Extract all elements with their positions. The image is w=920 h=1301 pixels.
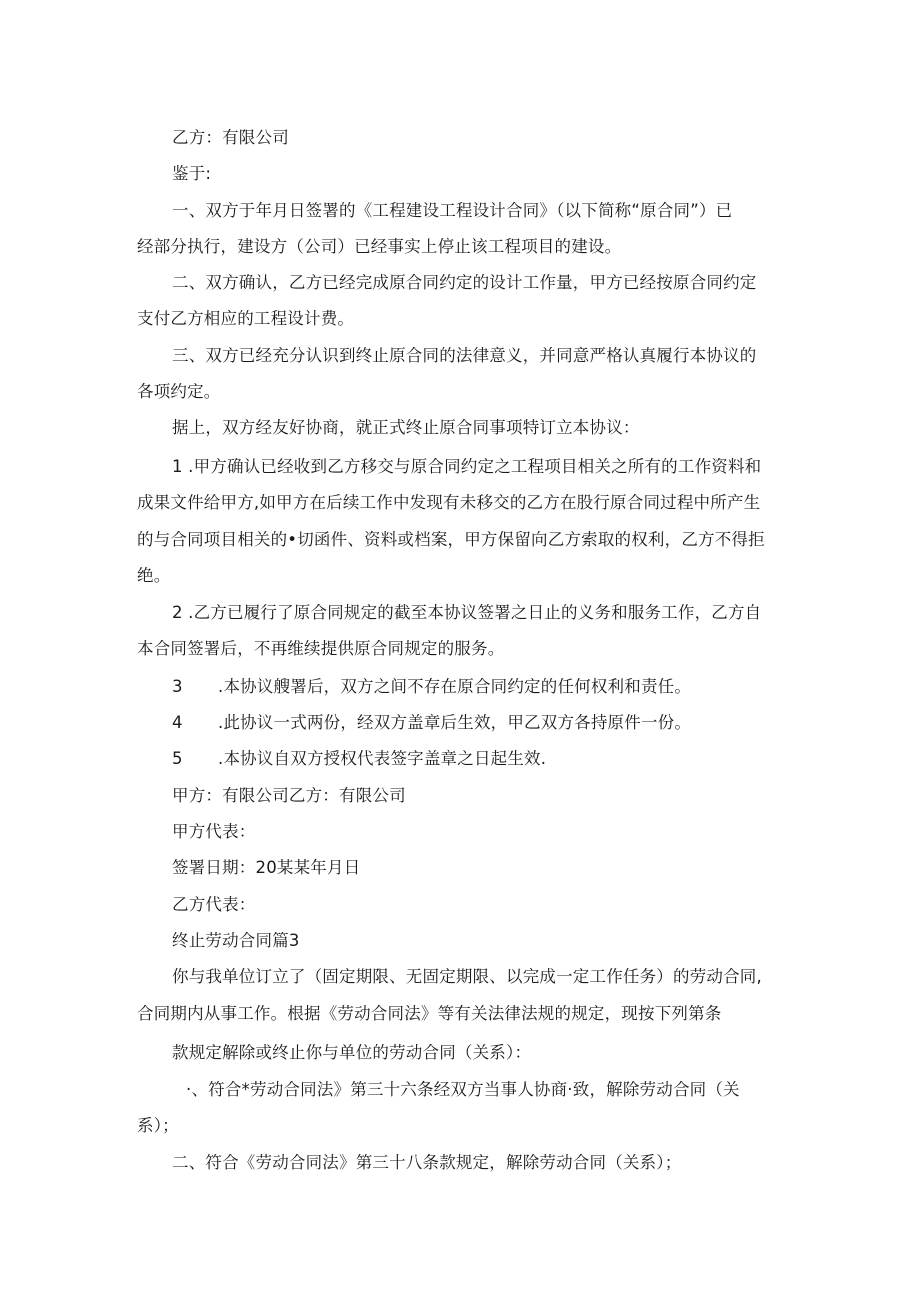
clause-1-line-2: 经部分执行，建设方（公司）已经事实上停止该工程项目的建设。 xyxy=(137,237,622,256)
option-2: 二、符合《劳动合同法》第三十八条款规定，解除劳动合同（关系）； xyxy=(172,1153,682,1172)
party-a-representative: 甲方代表： xyxy=(172,822,256,841)
notice-line-3: 款规定解除或终止你与单位的劳动合同（关系）： xyxy=(172,1043,532,1062)
notice-line-1: 你与我单位订立了（固定期限、无固定期限、以完成一定工作任务）的劳动合同, xyxy=(172,967,762,986)
item-5 xyxy=(172,748,546,770)
option-1-line-1: ·、符合*劳动合同法》第三十六条经双方当事人协商·致，解除劳动合同（关 xyxy=(186,1080,740,1099)
clause-2-line-1: 二、双方确认，乙方已经完成原合同约定的设计工作量，甲方已经按原合同约定 xyxy=(172,273,757,292)
item-4-text: .此协议一式两份，经双方盖章后生效，甲乙双方各持原件一份。 xyxy=(218,713,692,732)
item-1-line-2: 成果文件给甲方,如甲方在后续工作中发现有未移交的乙方在股行原合同过程中所产生 xyxy=(137,493,761,512)
signing-date: 签署日期：20某某年月日 xyxy=(172,858,361,877)
item-3-text: .本协议艘署后，双方之间不存在原合同约定的任何权利和责任。 xyxy=(218,677,692,696)
item-4 xyxy=(172,712,691,734)
item-2-line-2: 本合同签署后，不再维续提供原合同规定的服务。 xyxy=(137,639,505,658)
clause-3-line-2: 各项约定。 xyxy=(137,382,221,401)
party-b-line: 乙方：有限公司 xyxy=(172,128,289,147)
agreement-intro: 据上，双方经友好协商，就正式终止原合同事项特订立本协议： xyxy=(172,418,640,437)
clause-1-line-1: 一、双方于年月日签署的《工程建设工程设计合同》（以下简称“原合同”）已 xyxy=(172,201,733,220)
party-b-representative: 乙方代表： xyxy=(172,895,256,914)
item-1-line-4: 绝。 xyxy=(137,566,171,585)
item-3 xyxy=(172,676,691,698)
item-3-number: 3 xyxy=(172,677,183,696)
item-5-number: 5 xyxy=(172,749,183,768)
item-2-line-1: 2 .乙方已履行了原合同规定的截至本协议签署之日止的义务和服务工作，乙方自 xyxy=(172,603,762,622)
notice-line-2: 合同期内从事工作。根据《劳动合同法》等有关法律法规的规定，现按下列第条 xyxy=(137,1004,722,1023)
item-1-line-1: 1 .甲方确认已经收到乙方移交与原合同约定之工程项目相关之所有的工作资料和 xyxy=(172,457,762,476)
parties-line: 甲方：有限公司乙方：有限公司 xyxy=(172,786,406,805)
option-1-line-2: 系）； xyxy=(137,1116,179,1135)
section-heading: 终止劳动合同篇3 xyxy=(172,931,300,950)
clause-2-line-2: 支付乙方相应的工程设计费。 xyxy=(137,309,355,328)
item-5-text: .本协议自双方授权代表签字盖章之日起生效. xyxy=(218,749,547,768)
whereas-heading: 鉴于: xyxy=(172,164,212,183)
item-4-number: 4 xyxy=(172,713,183,732)
item-1-line-3: 的与合同项目相关的•切函件、资料或档案，甲方保留向乙方索取的权利，乙方不得拒 xyxy=(137,530,765,549)
clause-3-line-1: 三、双方已经充分认识到终止原合同的法律意义，并同意严格认真履行本协议的 xyxy=(172,346,757,365)
